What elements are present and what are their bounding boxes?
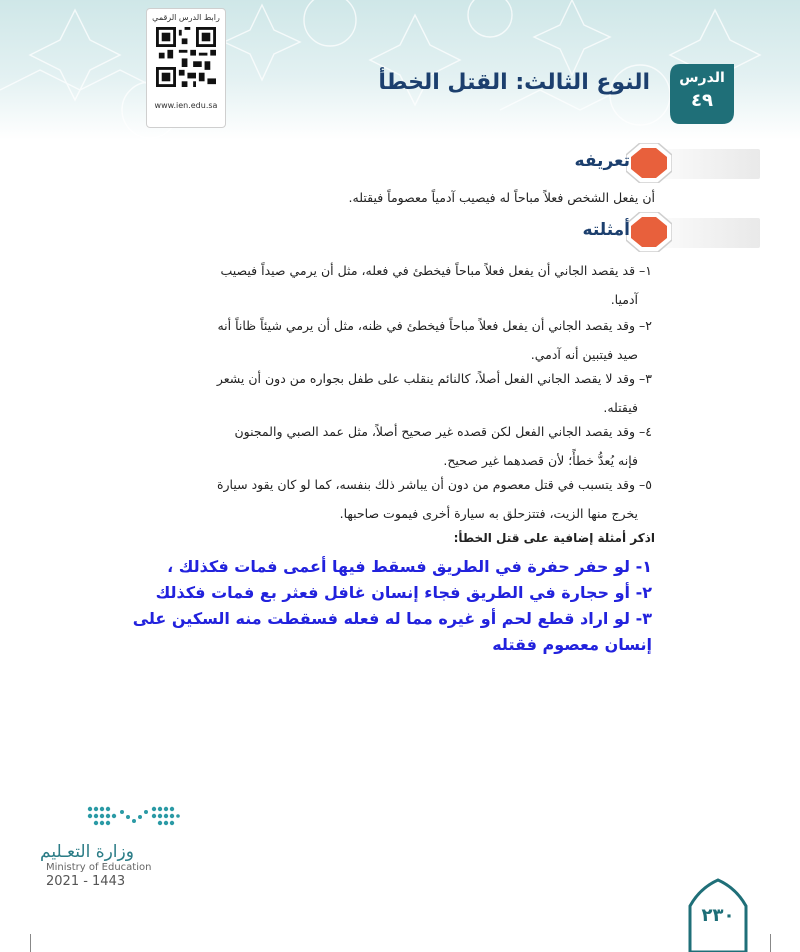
crop-mark <box>30 934 31 952</box>
ministry-logo-icon <box>86 803 180 833</box>
ministry-name-en: Ministry of Education <box>46 862 152 873</box>
example-line: ٢– وقد يقصد الجاني أن يفعل فعلاً مباحاً فيخطئ في ظنه، مثل أن يرمي شيئاً ظاناً أنه <box>217 318 652 333</box>
example-line: فيقتله. <box>603 400 638 415</box>
example-line: يخرج منها الزيت، فتتزحلق به سيارة أخرى فيموت صاحبها. <box>339 506 638 521</box>
octagon-bullet-icon <box>626 212 672 252</box>
example-item <box>132 470 652 528</box>
examples-title: أمثلته <box>582 220 630 240</box>
lesson-label: الدرس <box>679 70 725 86</box>
example-line: فإنه يُعدُّ خطأً؛ لأن قصدهما غير صحيح. <box>443 453 638 468</box>
example-line: صيد فيتبين أنه آدمي. <box>530 347 638 362</box>
qr-code-box[interactable] <box>146 8 226 128</box>
lesson-number: ٤٩ <box>691 90 713 111</box>
answer-line[interactable]: ٣- لو اراد قطع لحم أو غيره مما له فعله فسقطت منه السكين على <box>132 609 652 628</box>
qr-code-icon <box>156 27 216 87</box>
example-item <box>132 256 652 314</box>
answer-line[interactable]: ١- لو حفر حفرة في الطريق فسقط فيها أعمى فمات فكذلك ، <box>167 557 652 576</box>
definition-title: تعريفه <box>574 151 630 171</box>
example-item <box>132 417 652 475</box>
page-title: النوع الثالث: القتل الخطأ <box>378 70 650 95</box>
qr-url: www.ien.edu.sa <box>154 101 218 110</box>
exercise-question: اذكر أمثلة إضافية على قتل الخطأ: <box>453 531 655 545</box>
qr-label: رابط الدرس الرقمي <box>152 13 220 22</box>
example-item <box>132 311 652 369</box>
example-line: ٥– وقد يتسبب في قتل معصوم من دون أن يباشر ذلك بنفسه، كما لو كان يقود سيارة <box>216 477 652 492</box>
answer-line[interactable]: ٢- أو حجارة في الطريق فجاء إنسان غافل فعثر بع فمات فكذلك <box>155 583 652 602</box>
answer-line[interactable]: إنسان معصوم فقتله <box>492 635 652 654</box>
ministry-year: 2021 - 1443 <box>46 874 126 889</box>
crop-mark <box>770 934 771 952</box>
definition-text: أن يفعل الشخص فعلاً مباحاً له فيصيب آدمياً معصوماً فيقتله. <box>348 190 655 205</box>
example-line: آدميا. <box>610 292 638 307</box>
example-line: ٤– وقد يقصد الجاني الفعل لكن قصده غير صحيح أصلاً، مثل عمد الصبي والمجنون <box>234 424 652 439</box>
ministry-name-ar: وزارة التعـليم <box>40 842 134 862</box>
example-item <box>132 364 652 422</box>
example-line: ٣– وقد لا يقصد الجاني الفعل أصلاً، كالنائم ينقلب على طفل بجواره من دون أن يشعر <box>216 371 652 386</box>
page-number: ٢٣٠ <box>701 905 735 926</box>
octagon-bullet-icon <box>626 143 672 183</box>
example-line: ١– قد يقصد الجاني أن يفعل فعلاً مباحاً فيخطئ في فعله، مثل أن يرمي صيداً فيصيب <box>220 263 652 278</box>
